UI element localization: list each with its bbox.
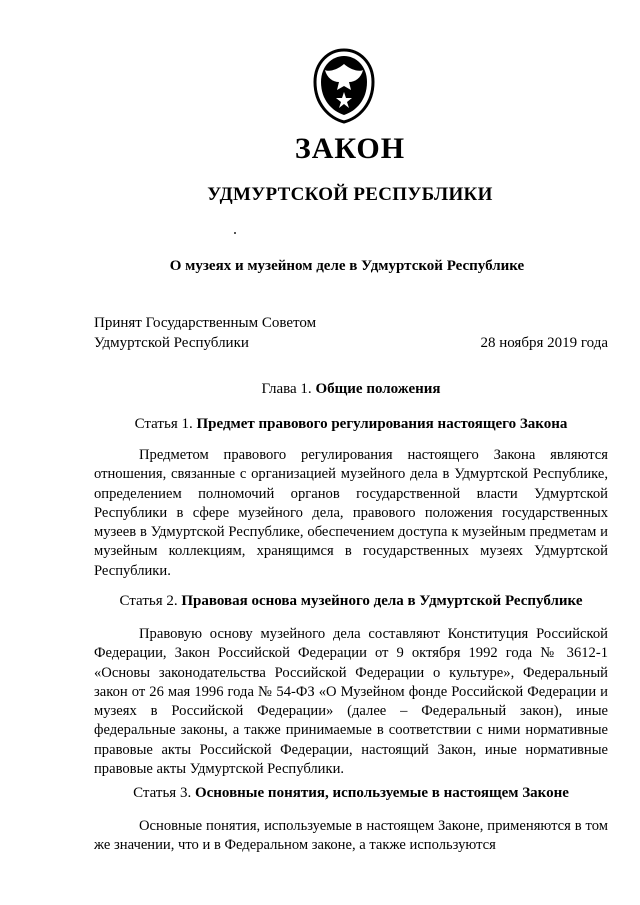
article-2-prefix: Статья 2. (119, 593, 182, 609)
article-1-title: Предмет правового регулирования настоящего Закона (196, 416, 568, 432)
udmurt-emblem-icon (313, 48, 375, 124)
article-2-heading (94, 593, 608, 610)
article-1-text: Предметом правового регулирования настоящего Закона являются отношения, связанные с организацией музейного дела в Удмуртской Республике, определением полномочий органов государственной власти Удмуртской Республики в сфере музейного дела, правового положения государственных музеев в Удмуртской Республике, обеспечением доступа к музейным предметам и музейным коллекциям, хранящимся в государственных музеях Удмуртской Республики. (94, 447, 608, 579)
law-name: О музеях и музейном деле в Удмуртской Республике (169, 258, 525, 274)
chapter-heading (94, 381, 608, 398)
article-2-title: Правовая основа музейного дела в Удмуртской Республике (181, 593, 583, 609)
article-3-text: Основные понятия, используемые в настоящем Законе, применяются в том же значении, что и в Федеральном законе, а также используются (94, 818, 608, 854)
article-3-title: Основные понятия, используемые в настоящем Законе (194, 785, 569, 801)
adoption-line-1: Принят Государственным Советом (94, 315, 317, 331)
document-title: ЗАКОН (294, 132, 406, 165)
chapter-prefix: Глава 1. (261, 381, 316, 397)
article-1-heading (94, 416, 608, 433)
article-2-text: Правовую основу музейного дела составляют Конституция Российской Федерации, Закон Российской Федерации от 9 октября 1992 года № 3612-1 «Основы законодательства Российской Федерации о культуре», Федеральный закон от 26 мая 1996 года № 54-ФЗ «О Музейном фонде Российской Федерации и музеях в Российской Федерации» (далее – Федеральный закон), иные федеральные законы, а также принимаемые в соответствии с ними нормативные правовые акты Российской Федерации, настоящий Закон, иные нормативные правовые акты Удмуртской Республики. (94, 626, 608, 778)
chapter-title: Общие положения (315, 381, 441, 397)
article-3-prefix: Статья 3. (133, 785, 195, 801)
article-3-heading (94, 785, 608, 802)
scan-speck (234, 232, 236, 234)
article-1-prefix: Статья 1. (134, 416, 197, 432)
adoption-line-2: Удмуртской Республики (94, 335, 249, 351)
adoption-block (94, 313, 316, 353)
document-subtitle: УДМУРТСКОЙ РЕСПУБЛИКИ (207, 184, 493, 205)
adoption-date: 28 ноября 2019 года (480, 335, 608, 351)
